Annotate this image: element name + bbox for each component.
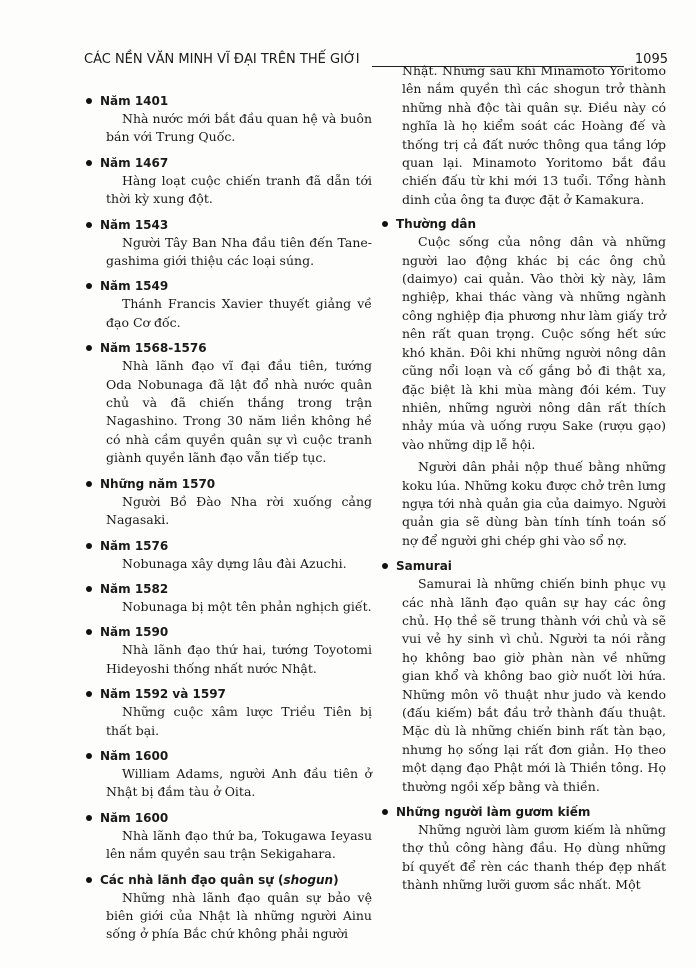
timeline-year: Năm 1592 và 1597 — [86, 685, 372, 703]
timeline-entry — [86, 154, 372, 209]
running-title: CÁC NỀN VĂN MINH VĨ ĐẠI TRÊN THẾ GIỚI — [84, 52, 360, 67]
left-column — [86, 92, 372, 951]
section-body-shogun: Những nhà lãnh đạo quân sự bảo vệ biên giới của Nhật là những người Ainu sống ở phía Bắc chứ không phải người — [106, 889, 372, 942]
commoners-paragraph-1: Cuộc sống của nông dân và những người lao động khác bị các ông chủ (daimyo) cai quản. Vào thời kỳ này, lâm nghiệp, khai thác vàng và những ngành công nghiệp địa phương như làm giấy trở nên rất quan trọng. Cuộc sống hết sức khó khăn. Đôi khi những người nông dân cũng nổi loạn và cố gắng bỏ đi thật xa, đặc biệt là khi mùa màng đói kém. Tuy nhiên, những người nông dân rất thích nhảy múa và uống rượu Sake (rượu gạo) vào những dịp lễ hội. — [402, 234, 666, 452]
section-heading-swordsmiths: Những người làm gươm kiếm — [382, 803, 666, 821]
right-column — [390, 62, 666, 902]
samurai-section — [390, 557, 666, 796]
swordsmiths-paragraph: Những người làm gươm kiếm là những thợ thủ công hàng đầu. Họ dùng những bí quyết để rèn các thanh thép đẹp nhất thành những lưỡi gươm sắc nhất. Một — [402, 822, 666, 893]
timeline-entry — [86, 475, 372, 530]
timeline-year: Năm 1600 — [86, 809, 372, 827]
timeline-entry — [86, 537, 372, 573]
timeline-text: Hàng loạt cuộc chiến tranh đã dẫn tới thời kỳ xung đột. — [106, 172, 372, 207]
timeline-year: Năm 1568-1576 — [86, 339, 372, 357]
timeline-text: Nhà nước mới bắt đầu quan hệ và buôn bán với Trung Quốc. — [106, 111, 372, 145]
timeline-entry — [86, 747, 372, 802]
section-heading-commoners: Thường dân — [382, 215, 666, 233]
timeline-year: Năm 1590 — [86, 623, 372, 641]
section-heading-shogun — [86, 871, 372, 889]
heading-emphasis: shogun — [283, 872, 334, 887]
timeline-entry — [86, 809, 372, 864]
timeline-text: Nhà lãnh đạo thứ hai, tướng Toyotomi Hideyoshi thống nhất nước Nhật. — [106, 642, 372, 676]
timeline-entry — [86, 92, 372, 147]
timeline-entry — [86, 339, 372, 467]
timeline-text: Nobunaga xây dựng lâu đài Azuchi. — [122, 555, 347, 571]
timeline-year: Năm 1600 — [86, 747, 372, 765]
timeline-entry — [86, 216, 372, 271]
timeline-entry — [86, 623, 372, 678]
timeline-year: Năm 1543 — [86, 216, 372, 234]
timeline-year: Năm 1549 — [86, 277, 372, 295]
timeline-text: Những cuộc xâm lược Triều Tiên bị thất bại. — [106, 704, 372, 738]
timeline-text: Nhà lãnh đạo vĩ đại đầu tiên, tướng Oda Nobunaga đã lật đổ nhà nước quân chủ và đã chiến thắng trong trận Nagashino. Trong 30 năm liền không hề có nhà cầm quyền quân sự vì cuộc tranh giành quyền lãnh đạo vẫn tiếp tục. — [106, 358, 372, 466]
timeline-list — [86, 92, 372, 864]
swordsmiths-section — [390, 803, 666, 895]
timeline-text: Người Bồ Đào Nha rời xuống cảng Nagasaki. — [106, 493, 372, 528]
commoners-paragraph-2: Người dân phải nộp thuế bằng những koku lúa. Những koku được chở trên lưng ngựa tới nhà quản gia của daimyo. Người quản gia sẽ dùng bàn tính tính toán số nợ để người ghi chép ghi vào sổ nợ. — [402, 459, 666, 548]
timeline-text: Thánh Francis Xavier thuyết giảng về đạo Cơ đốc. — [106, 296, 372, 330]
timeline-year: Năm 1401 — [86, 92, 372, 110]
timeline-text: William Adams, người Anh đầu tiên ở Nhật bị đắm tàu ở Oita. — [106, 765, 372, 800]
section-heading-samurai: Samurai — [382, 557, 666, 575]
timeline-text: Nhà lãnh đạo thứ ba, Tokugawa Ieyasu lên nắm quyền sau trận Sekigahara. — [106, 827, 372, 862]
page-number: 1095 — [634, 52, 668, 67]
timeline-text: Người Tây Ban Nha đầu tiên đến Tane-gashima giới thiệu các loại súng. — [106, 234, 372, 269]
continuation-paragraph: Nhật. Nhưng sau khi Minamoto Yoritomo lên nắm quyền thì các shogun trở thành những nhà độc tài quân sự. Điều này có nghĩa là họ kiểm soát các Hoàng đế và thống trị cả đất nước thông qua tầng lớp quan lại. Minamoto Yoritomo bắt đầu chiến đấu từ khi mới 13 tuổi. Tổng hành dinh của ông ta được đặt ở Kamakura. — [402, 63, 666, 207]
timeline-entry — [86, 685, 372, 740]
shogun-section — [86, 871, 372, 944]
timeline-text: Nobunaga bị một tên phản nghịch giết. — [122, 598, 372, 614]
timeline-year: Năm 1467 — [86, 154, 372, 172]
timeline-year: Năm 1576 — [86, 537, 372, 555]
timeline-year: Năm 1582 — [86, 580, 372, 598]
timeline-year: Những năm 1570 — [86, 475, 372, 493]
heading-text: Các nhà lãnh đạo quân sự ( — [100, 872, 284, 887]
samurai-paragraph: Samurai là những chiến binh phục vụ các nhà lãnh đạo quân sự hay các ông chủ. Họ thề sẽ trung thành với chủ và sẽ vui vẻ hy sinh vì chủ. Người ta nói rằng họ không bao giờ phàn nàn về những gian khổ và không bao giờ nuốt lời hứa. Những môn võ thuật như judo và kendo (đấu kiếm) bắt đầu trở thành đấu thuật. Mặc dù là những chiến binh rất tàn bạo, nhưng họ sống lại rất đơn giản. Họ theo một dạng đạo Phật mới là Thiền tông. Họ thường ngồi xếp bằng và thiền. — [402, 576, 666, 794]
timeline-entry — [86, 580, 372, 616]
timeline-entry — [86, 277, 372, 332]
heading-suffix: ) — [333, 872, 339, 887]
commoners-section — [390, 215, 666, 550]
